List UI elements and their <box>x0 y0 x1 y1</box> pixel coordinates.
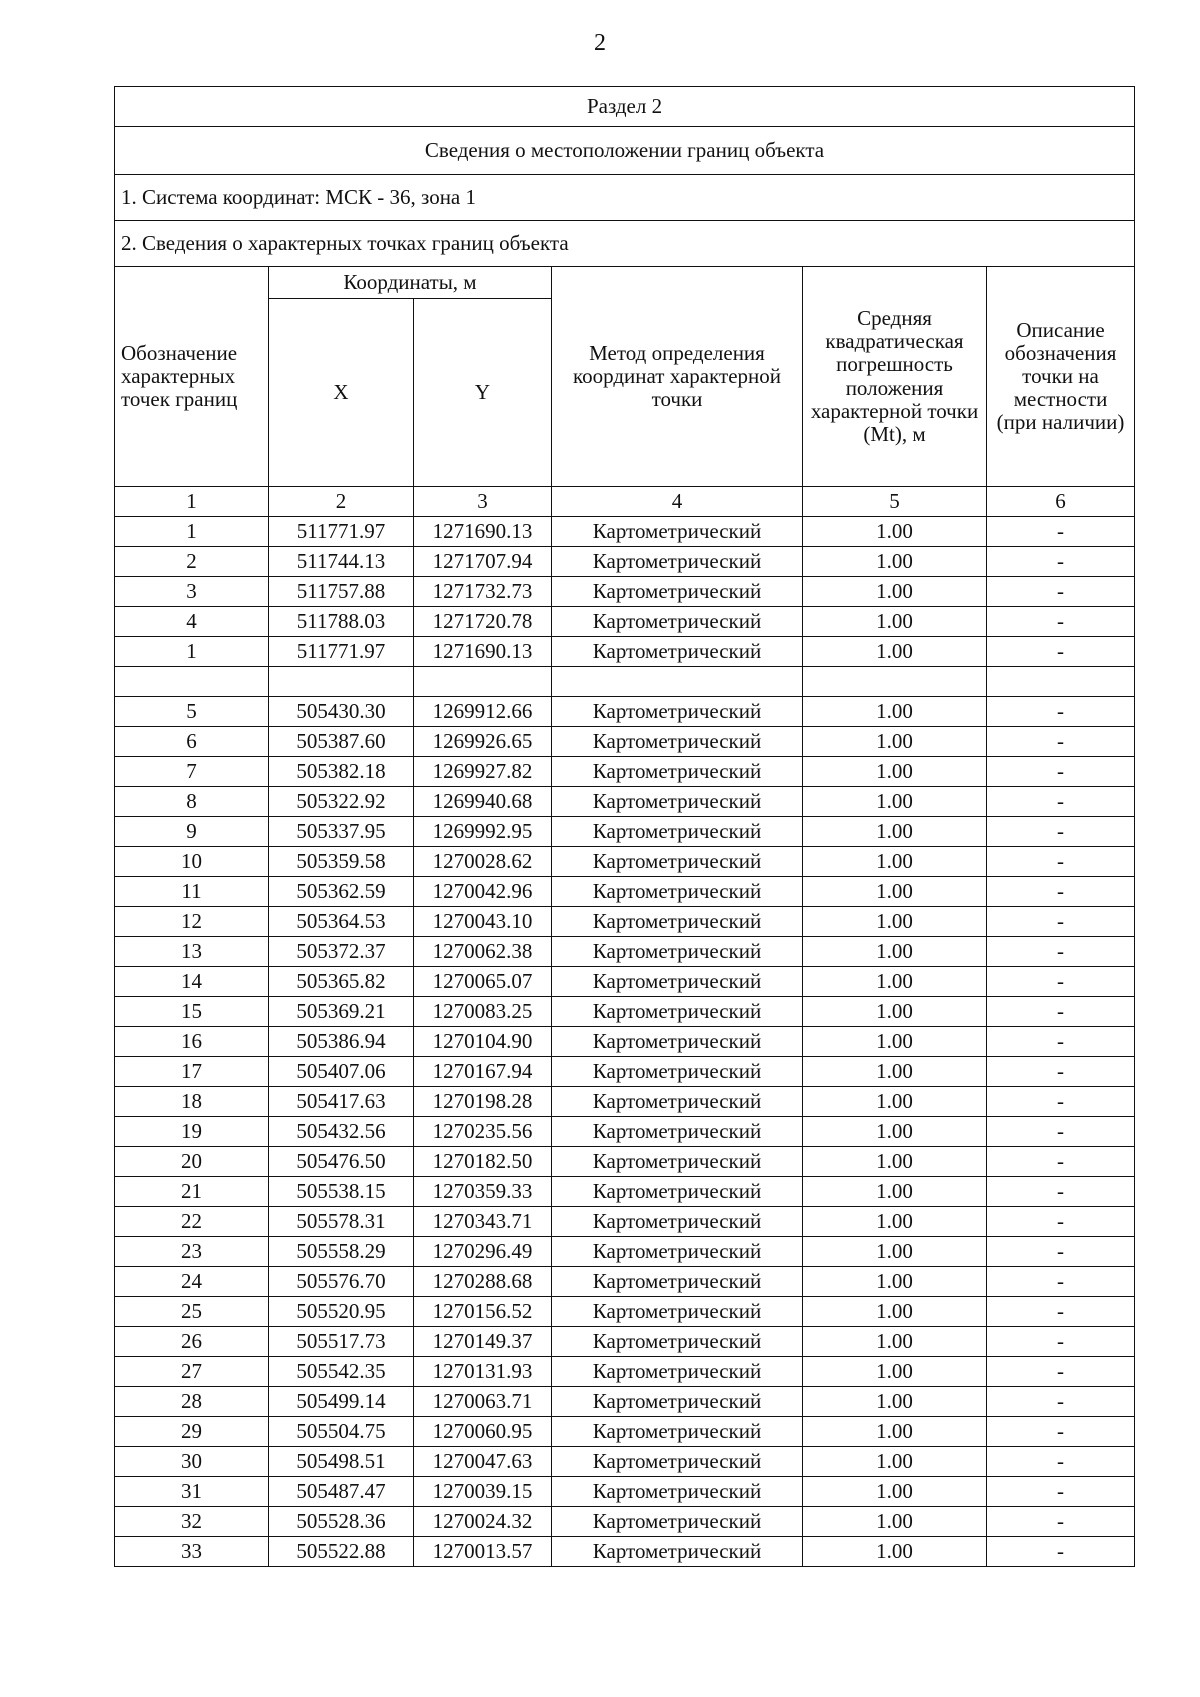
table-row <box>115 1507 1135 1537</box>
point-number-cell: 20 <box>115 1147 269 1177</box>
error-cell: 1.00 <box>803 847 987 877</box>
method-cell: Картометрический <box>552 1477 803 1507</box>
table-row <box>115 1537 1135 1567</box>
point-number-cell: 3 <box>115 577 269 607</box>
point-number-cell: 2 <box>115 547 269 577</box>
table-row <box>115 1057 1135 1087</box>
x-coordinate-cell: 511771.97 <box>269 637 414 667</box>
point-number-cell: 23 <box>115 1237 269 1267</box>
error-cell: 1.00 <box>803 1177 987 1207</box>
point-number-cell: 25 <box>115 1297 269 1327</box>
table-row <box>115 1447 1135 1477</box>
point-number-cell: 10 <box>115 847 269 877</box>
table-row <box>115 847 1135 877</box>
error-cell: 1.00 <box>803 937 987 967</box>
y-coordinate-cell: 1270062.38 <box>414 937 552 967</box>
point-number-cell: 8 <box>115 787 269 817</box>
x-coordinate-cell: 505528.36 <box>269 1507 414 1537</box>
method-cell: Картометрический <box>552 1267 803 1297</box>
point-number-cell: 21 <box>115 1177 269 1207</box>
description-cell: - <box>987 547 1135 577</box>
table-row <box>115 727 1135 757</box>
method-cell: Картометрический <box>552 1387 803 1417</box>
description-cell: - <box>987 1237 1135 1267</box>
error-cell: 1.00 <box>803 1327 987 1357</box>
y-coordinate-cell: 1270343.71 <box>414 1207 552 1237</box>
x-coordinate-cell: 505430.30 <box>269 697 414 727</box>
y-coordinate-cell: 1270296.49 <box>414 1237 552 1267</box>
description-cell: - <box>987 1417 1135 1447</box>
coordinate-system: 1. Система координат: МСК - 36, зона 1 <box>115 175 1135 221</box>
method-cell: Картометрический <box>552 1447 803 1477</box>
x-coordinate-cell: 505407.06 <box>269 1057 414 1087</box>
description-cell: - <box>987 637 1135 667</box>
method-cell: Картометрический <box>552 1207 803 1237</box>
page-number: 2 <box>594 30 606 56</box>
y-coordinate-cell: 1270039.15 <box>414 1477 552 1507</box>
error-cell: 1.00 <box>803 1357 987 1387</box>
error-cell: 1.00 <box>803 787 987 817</box>
method-cell: Картометрический <box>552 757 803 787</box>
method-cell: Картометрический <box>552 727 803 757</box>
x-coordinate-cell: 505476.50 <box>269 1147 414 1177</box>
method-cell: Картометрический <box>552 1297 803 1327</box>
error-cell: 1.00 <box>803 1507 987 1537</box>
method-cell: Картометрический <box>552 877 803 907</box>
x-coordinate-cell: 505498.51 <box>269 1447 414 1477</box>
description-cell: - <box>987 1357 1135 1387</box>
x-coordinate-cell: 505362.59 <box>269 877 414 907</box>
table-row <box>115 787 1135 817</box>
y-coordinate-cell: 1270182.50 <box>414 1147 552 1177</box>
method-cell: Картометрический <box>552 1177 803 1207</box>
point-number-cell: 30 <box>115 1447 269 1477</box>
x-coordinate-cell: 505432.56 <box>269 1117 414 1147</box>
error-cell: 1.00 <box>803 1087 987 1117</box>
point-number-cell: 9 <box>115 817 269 847</box>
method-cell: Картометрический <box>552 607 803 637</box>
method-cell: Картометрический <box>552 967 803 997</box>
x-coordinate-cell: 505558.29 <box>269 1237 414 1267</box>
section-subtitle: Сведения о местоположении границ объекта <box>115 127 1135 175</box>
error-cell: 1.00 <box>803 817 987 847</box>
table-row <box>115 1177 1135 1207</box>
description-cell: - <box>987 1117 1135 1147</box>
method-cell: Картометрический <box>552 1117 803 1147</box>
y-coordinate-cell: 1269940.68 <box>414 787 552 817</box>
table-row <box>115 1087 1135 1117</box>
y-coordinate-cell: 1270065.07 <box>414 967 552 997</box>
x-coordinate-cell: 505364.53 <box>269 907 414 937</box>
method-cell: Картометрический <box>552 1327 803 1357</box>
method-cell: Картометрический <box>552 697 803 727</box>
y-coordinate-cell: 1270131.93 <box>414 1357 552 1387</box>
error-cell: 1.00 <box>803 1297 987 1327</box>
description-cell: - <box>987 1537 1135 1567</box>
table-row <box>115 1147 1135 1177</box>
error-cell: 1.00 <box>803 997 987 1027</box>
description-cell: - <box>987 967 1135 997</box>
table-row <box>115 937 1135 967</box>
table-row <box>115 1117 1135 1147</box>
error-cell: 1.00 <box>803 1207 987 1237</box>
header-x: X <box>269 299 414 487</box>
method-cell: Картометрический <box>552 1237 803 1267</box>
y-coordinate-cell: 1269912.66 <box>414 697 552 727</box>
description-cell: - <box>987 1057 1135 1087</box>
error-cell: 1.00 <box>803 1267 987 1297</box>
column-number: 2 <box>269 487 414 517</box>
description-cell: - <box>987 1147 1135 1177</box>
description-cell: - <box>987 997 1135 1027</box>
error-cell: 1.00 <box>803 1417 987 1447</box>
x-coordinate-cell: 505504.75 <box>269 1417 414 1447</box>
method-cell: Картометрический <box>552 1357 803 1387</box>
y-coordinate-cell: 1271690.13 <box>414 517 552 547</box>
y-coordinate-cell: 1270042.96 <box>414 877 552 907</box>
table-row <box>115 577 1135 607</box>
y-coordinate-cell: 1269927.82 <box>414 757 552 787</box>
y-coordinate-cell: 1271732.73 <box>414 577 552 607</box>
header-error: Средняя квадратическая погрешность положения характерной точки (Mt), м <box>803 267 987 487</box>
x-coordinate-cell: 505386.94 <box>269 1027 414 1057</box>
error-cell: 1.00 <box>803 1027 987 1057</box>
error-cell: 1.00 <box>803 967 987 997</box>
table-row <box>115 817 1135 847</box>
x-coordinate-cell: 511788.03 <box>269 607 414 637</box>
x-coordinate-cell: 505365.82 <box>269 967 414 997</box>
x-coordinate-cell: 505542.35 <box>269 1357 414 1387</box>
point-number-cell: 4 <box>115 607 269 637</box>
error-cell: 1.00 <box>803 1147 987 1177</box>
point-number-cell: 6 <box>115 727 269 757</box>
error-cell: 1.00 <box>803 547 987 577</box>
point-number-cell: 27 <box>115 1357 269 1387</box>
point-number-cell: 26 <box>115 1327 269 1357</box>
x-coordinate-cell: 505417.63 <box>269 1087 414 1117</box>
description-cell <box>987 667 1135 697</box>
error-cell <box>803 667 987 697</box>
x-coordinate-cell: 505372.37 <box>269 937 414 967</box>
x-coordinate-cell: 505538.15 <box>269 1177 414 1207</box>
x-coordinate-cell: 505322.92 <box>269 787 414 817</box>
table-row <box>115 1357 1135 1387</box>
points-heading: 2. Сведения о характерных точках границ объекта <box>115 221 1135 267</box>
description-cell: - <box>987 1477 1135 1507</box>
method-cell: Картометрический <box>552 787 803 817</box>
method-cell: Картометрический <box>552 817 803 847</box>
method-cell: Картометрический <box>552 577 803 607</box>
y-coordinate-cell: 1270024.32 <box>414 1507 552 1537</box>
header-method: Метод определения координат характерной точки <box>552 267 803 487</box>
point-number-cell: 12 <box>115 907 269 937</box>
method-cell: Картометрический <box>552 517 803 547</box>
point-number-cell: 29 <box>115 1417 269 1447</box>
point-number-cell: 5 <box>115 697 269 727</box>
x-coordinate-cell: 505520.95 <box>269 1297 414 1327</box>
x-coordinate-cell: 505369.21 <box>269 997 414 1027</box>
y-coordinate-cell <box>414 667 552 697</box>
description-cell: - <box>987 727 1135 757</box>
description-cell: - <box>987 1297 1135 1327</box>
point-number-cell: 15 <box>115 997 269 1027</box>
header-y: Y <box>414 299 552 487</box>
x-coordinate-cell: 505337.95 <box>269 817 414 847</box>
x-coordinate-cell: 505499.14 <box>269 1387 414 1417</box>
y-coordinate-cell: 1269926.65 <box>414 727 552 757</box>
method-cell: Картометрический <box>552 847 803 877</box>
point-number-cell: 1 <box>115 637 269 667</box>
section-title: Раздел 2 <box>115 87 1135 127</box>
point-number-cell: 22 <box>115 1207 269 1237</box>
method-cell: Картометрический <box>552 547 803 577</box>
table-row <box>115 517 1135 547</box>
x-coordinate-cell: 511744.13 <box>269 547 414 577</box>
error-cell: 1.00 <box>803 697 987 727</box>
point-number-cell: 13 <box>115 937 269 967</box>
error-cell: 1.00 <box>803 1537 987 1567</box>
column-number: 1 <box>115 487 269 517</box>
header-coordinates: Координаты, м <box>269 267 552 299</box>
method-cell: Картометрический <box>552 1537 803 1567</box>
method-cell: Картометрический <box>552 997 803 1027</box>
description-cell: - <box>987 847 1135 877</box>
description-cell: - <box>987 1027 1135 1057</box>
description-cell: - <box>987 577 1135 607</box>
column-number: 6 <box>987 487 1135 517</box>
point-number-cell: 18 <box>115 1087 269 1117</box>
error-cell: 1.00 <box>803 907 987 937</box>
error-cell: 1.00 <box>803 727 987 757</box>
y-coordinate-cell: 1270063.71 <box>414 1387 552 1417</box>
x-coordinate-cell: 511757.88 <box>269 577 414 607</box>
boundary-points-table <box>114 86 1135 1567</box>
x-coordinate-cell <box>269 667 414 697</box>
description-cell: - <box>987 1447 1135 1477</box>
table-row <box>115 1207 1135 1237</box>
error-cell: 1.00 <box>803 517 987 547</box>
point-number-cell: 1 <box>115 517 269 547</box>
method-cell: Картометрический <box>552 1057 803 1087</box>
error-cell: 1.00 <box>803 607 987 637</box>
header-designation: Обозначение характерных точек границ <box>115 267 269 487</box>
description-cell: - <box>987 937 1135 967</box>
point-number-cell: 16 <box>115 1027 269 1057</box>
table-row <box>115 547 1135 577</box>
y-coordinate-cell: 1270013.57 <box>414 1537 552 1567</box>
error-cell: 1.00 <box>803 757 987 787</box>
method-cell: Картометрический <box>552 937 803 967</box>
error-cell: 1.00 <box>803 877 987 907</box>
column-number: 5 <box>803 487 987 517</box>
column-number: 4 <box>552 487 803 517</box>
table-row <box>115 637 1135 667</box>
y-coordinate-cell: 1269992.95 <box>414 817 552 847</box>
point-number-cell: 24 <box>115 1267 269 1297</box>
description-cell: - <box>987 517 1135 547</box>
point-number-cell: 32 <box>115 1507 269 1537</box>
y-coordinate-cell: 1270043.10 <box>414 907 552 937</box>
x-coordinate-cell: 505382.18 <box>269 757 414 787</box>
error-cell: 1.00 <box>803 1237 987 1267</box>
point-number-cell: 11 <box>115 877 269 907</box>
method-cell: Картометрический <box>552 1027 803 1057</box>
x-coordinate-cell: 505487.47 <box>269 1477 414 1507</box>
method-cell: Картометрический <box>552 637 803 667</box>
x-coordinate-cell: 511771.97 <box>269 517 414 547</box>
description-cell: - <box>987 1507 1135 1537</box>
table-row <box>115 1477 1135 1507</box>
header-description: Описание обозначения точки на местности (при наличии) <box>987 267 1135 487</box>
description-cell: - <box>987 817 1135 847</box>
error-cell: 1.00 <box>803 1447 987 1477</box>
error-cell: 1.00 <box>803 637 987 667</box>
table-row <box>115 1027 1135 1057</box>
table-row <box>115 1387 1135 1417</box>
table-row <box>115 607 1135 637</box>
y-coordinate-cell: 1271707.94 <box>414 547 552 577</box>
method-cell <box>552 667 803 697</box>
y-coordinate-cell: 1270359.33 <box>414 1177 552 1207</box>
y-coordinate-cell: 1271720.78 <box>414 607 552 637</box>
table-row <box>115 907 1135 937</box>
description-cell: - <box>987 607 1135 637</box>
points-rows <box>115 517 1135 1567</box>
y-coordinate-cell: 1270167.94 <box>414 1057 552 1087</box>
description-cell: - <box>987 1207 1135 1237</box>
error-cell: 1.00 <box>803 1117 987 1147</box>
table-row <box>115 997 1135 1027</box>
y-coordinate-cell: 1271690.13 <box>414 637 552 667</box>
description-cell: - <box>987 697 1135 727</box>
table-row <box>115 1417 1135 1447</box>
error-cell: 1.00 <box>803 1477 987 1507</box>
description-cell: - <box>987 1387 1135 1417</box>
description-cell: - <box>987 907 1135 937</box>
description-cell: - <box>987 1267 1135 1297</box>
table-row <box>115 967 1135 997</box>
point-number-cell: 33 <box>115 1537 269 1567</box>
description-cell: - <box>987 877 1135 907</box>
y-coordinate-cell: 1270235.56 <box>414 1117 552 1147</box>
point-number-cell: 19 <box>115 1117 269 1147</box>
description-cell: - <box>987 1177 1135 1207</box>
y-coordinate-cell: 1270047.63 <box>414 1447 552 1477</box>
description-cell: - <box>987 757 1135 787</box>
description-cell: - <box>987 787 1135 817</box>
point-number-cell: 28 <box>115 1387 269 1417</box>
description-cell: - <box>987 1327 1135 1357</box>
point-number-cell: 31 <box>115 1477 269 1507</box>
method-cell: Картометрический <box>552 1147 803 1177</box>
column-number: 3 <box>414 487 552 517</box>
table-row <box>115 1237 1135 1267</box>
x-coordinate-cell: 505359.58 <box>269 847 414 877</box>
y-coordinate-cell: 1270083.25 <box>414 997 552 1027</box>
y-coordinate-cell: 1270060.95 <box>414 1417 552 1447</box>
table-row <box>115 697 1135 727</box>
table-row <box>115 757 1135 787</box>
error-cell: 1.00 <box>803 1387 987 1417</box>
table-row <box>115 1327 1135 1357</box>
x-coordinate-cell: 505517.73 <box>269 1327 414 1357</box>
description-cell: - <box>987 1087 1135 1117</box>
table-row <box>115 877 1135 907</box>
x-coordinate-cell: 505387.60 <box>269 727 414 757</box>
point-number-cell: 7 <box>115 757 269 787</box>
method-cell: Картометрический <box>552 1507 803 1537</box>
x-coordinate-cell: 505578.31 <box>269 1207 414 1237</box>
y-coordinate-cell: 1270149.37 <box>414 1327 552 1357</box>
error-cell: 1.00 <box>803 1057 987 1087</box>
x-coordinate-cell: 505522.88 <box>269 1537 414 1567</box>
x-coordinate-cell: 505576.70 <box>269 1267 414 1297</box>
table-row <box>115 1267 1135 1297</box>
point-number-cell: 17 <box>115 1057 269 1087</box>
error-cell: 1.00 <box>803 577 987 607</box>
method-cell: Картометрический <box>552 1087 803 1117</box>
y-coordinate-cell: 1270156.52 <box>414 1297 552 1327</box>
method-cell: Картометрический <box>552 1417 803 1447</box>
point-number-cell: 14 <box>115 967 269 997</box>
y-coordinate-cell: 1270104.90 <box>414 1027 552 1057</box>
table-row <box>115 667 1135 697</box>
point-number-cell <box>115 667 269 697</box>
table-row <box>115 1297 1135 1327</box>
y-coordinate-cell: 1270028.62 <box>414 847 552 877</box>
y-coordinate-cell: 1270198.28 <box>414 1087 552 1117</box>
method-cell: Картометрический <box>552 907 803 937</box>
y-coordinate-cell: 1270288.68 <box>414 1267 552 1297</box>
